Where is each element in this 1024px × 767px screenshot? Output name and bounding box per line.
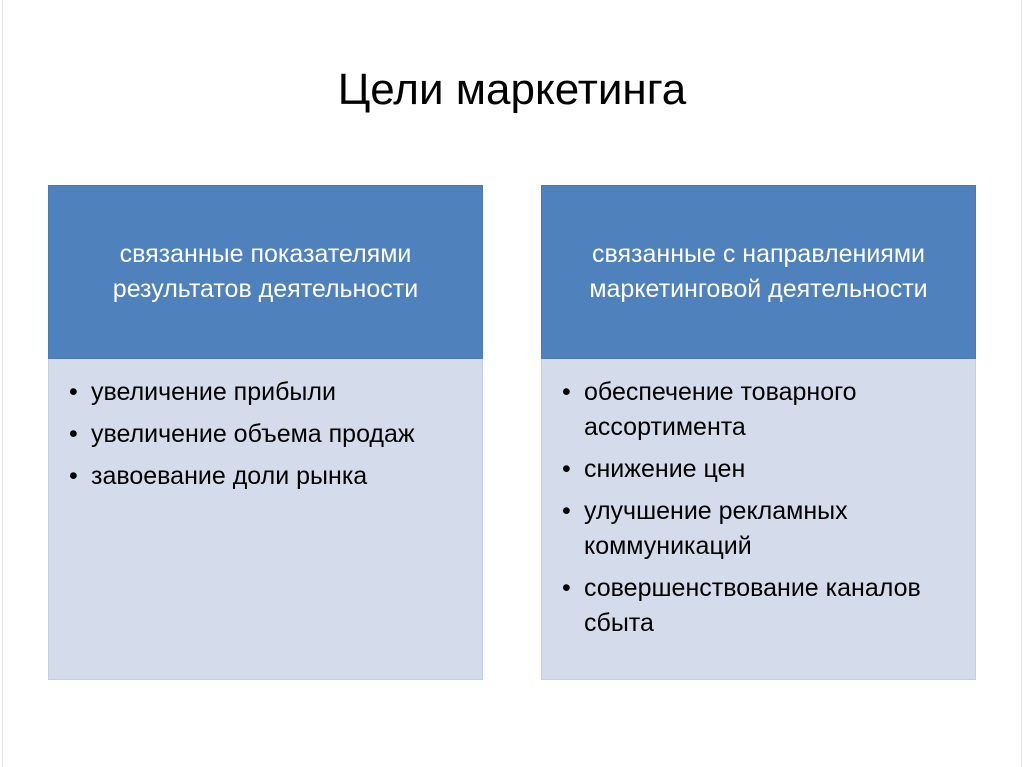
- slide-title: Цели маркетинга: [337, 65, 687, 114]
- column-header-text: связанные показателями результатов деятельности: [112, 240, 419, 303]
- bullet-icon: •: [562, 455, 571, 483]
- goals-column-results: [48, 185, 483, 680]
- bullet-icon: •: [562, 574, 571, 602]
- list-item: [560, 571, 957, 641]
- bullet-icon: •: [69, 378, 78, 406]
- list-item-text: улучшение рекламных коммуникаций: [584, 497, 848, 560]
- bullet-icon: •: [69, 420, 78, 448]
- bullet-list: [67, 375, 464, 494]
- column-header-text: связанные с направлениями маркетинговой деятельности: [589, 240, 928, 303]
- goals-column-directions: [541, 185, 976, 680]
- bullet-list: [560, 375, 957, 641]
- column-body: [48, 359, 483, 680]
- column-body: [541, 359, 976, 680]
- list-item: [560, 375, 957, 445]
- list-item: [67, 375, 464, 410]
- list-item-text: увеличение объема продаж: [91, 420, 415, 448]
- bullet-icon: •: [562, 378, 571, 406]
- list-item: [67, 459, 464, 494]
- list-item-text: завоевание доли рынка: [91, 462, 368, 490]
- list-item-text: совершенствование каналов сбыта: [584, 574, 921, 637]
- list-item-text: обеспечение товарного ассортимента: [584, 378, 857, 441]
- list-item-text: увеличение прибыли: [91, 378, 336, 406]
- list-item: [560, 452, 957, 487]
- list-item: [560, 494, 957, 564]
- list-item-text: снижение цен: [584, 455, 746, 483]
- column-header: [541, 185, 976, 359]
- column-header: [48, 185, 483, 359]
- bullet-icon: •: [562, 497, 571, 525]
- bullet-icon: •: [69, 462, 78, 490]
- list-item: [67, 417, 464, 452]
